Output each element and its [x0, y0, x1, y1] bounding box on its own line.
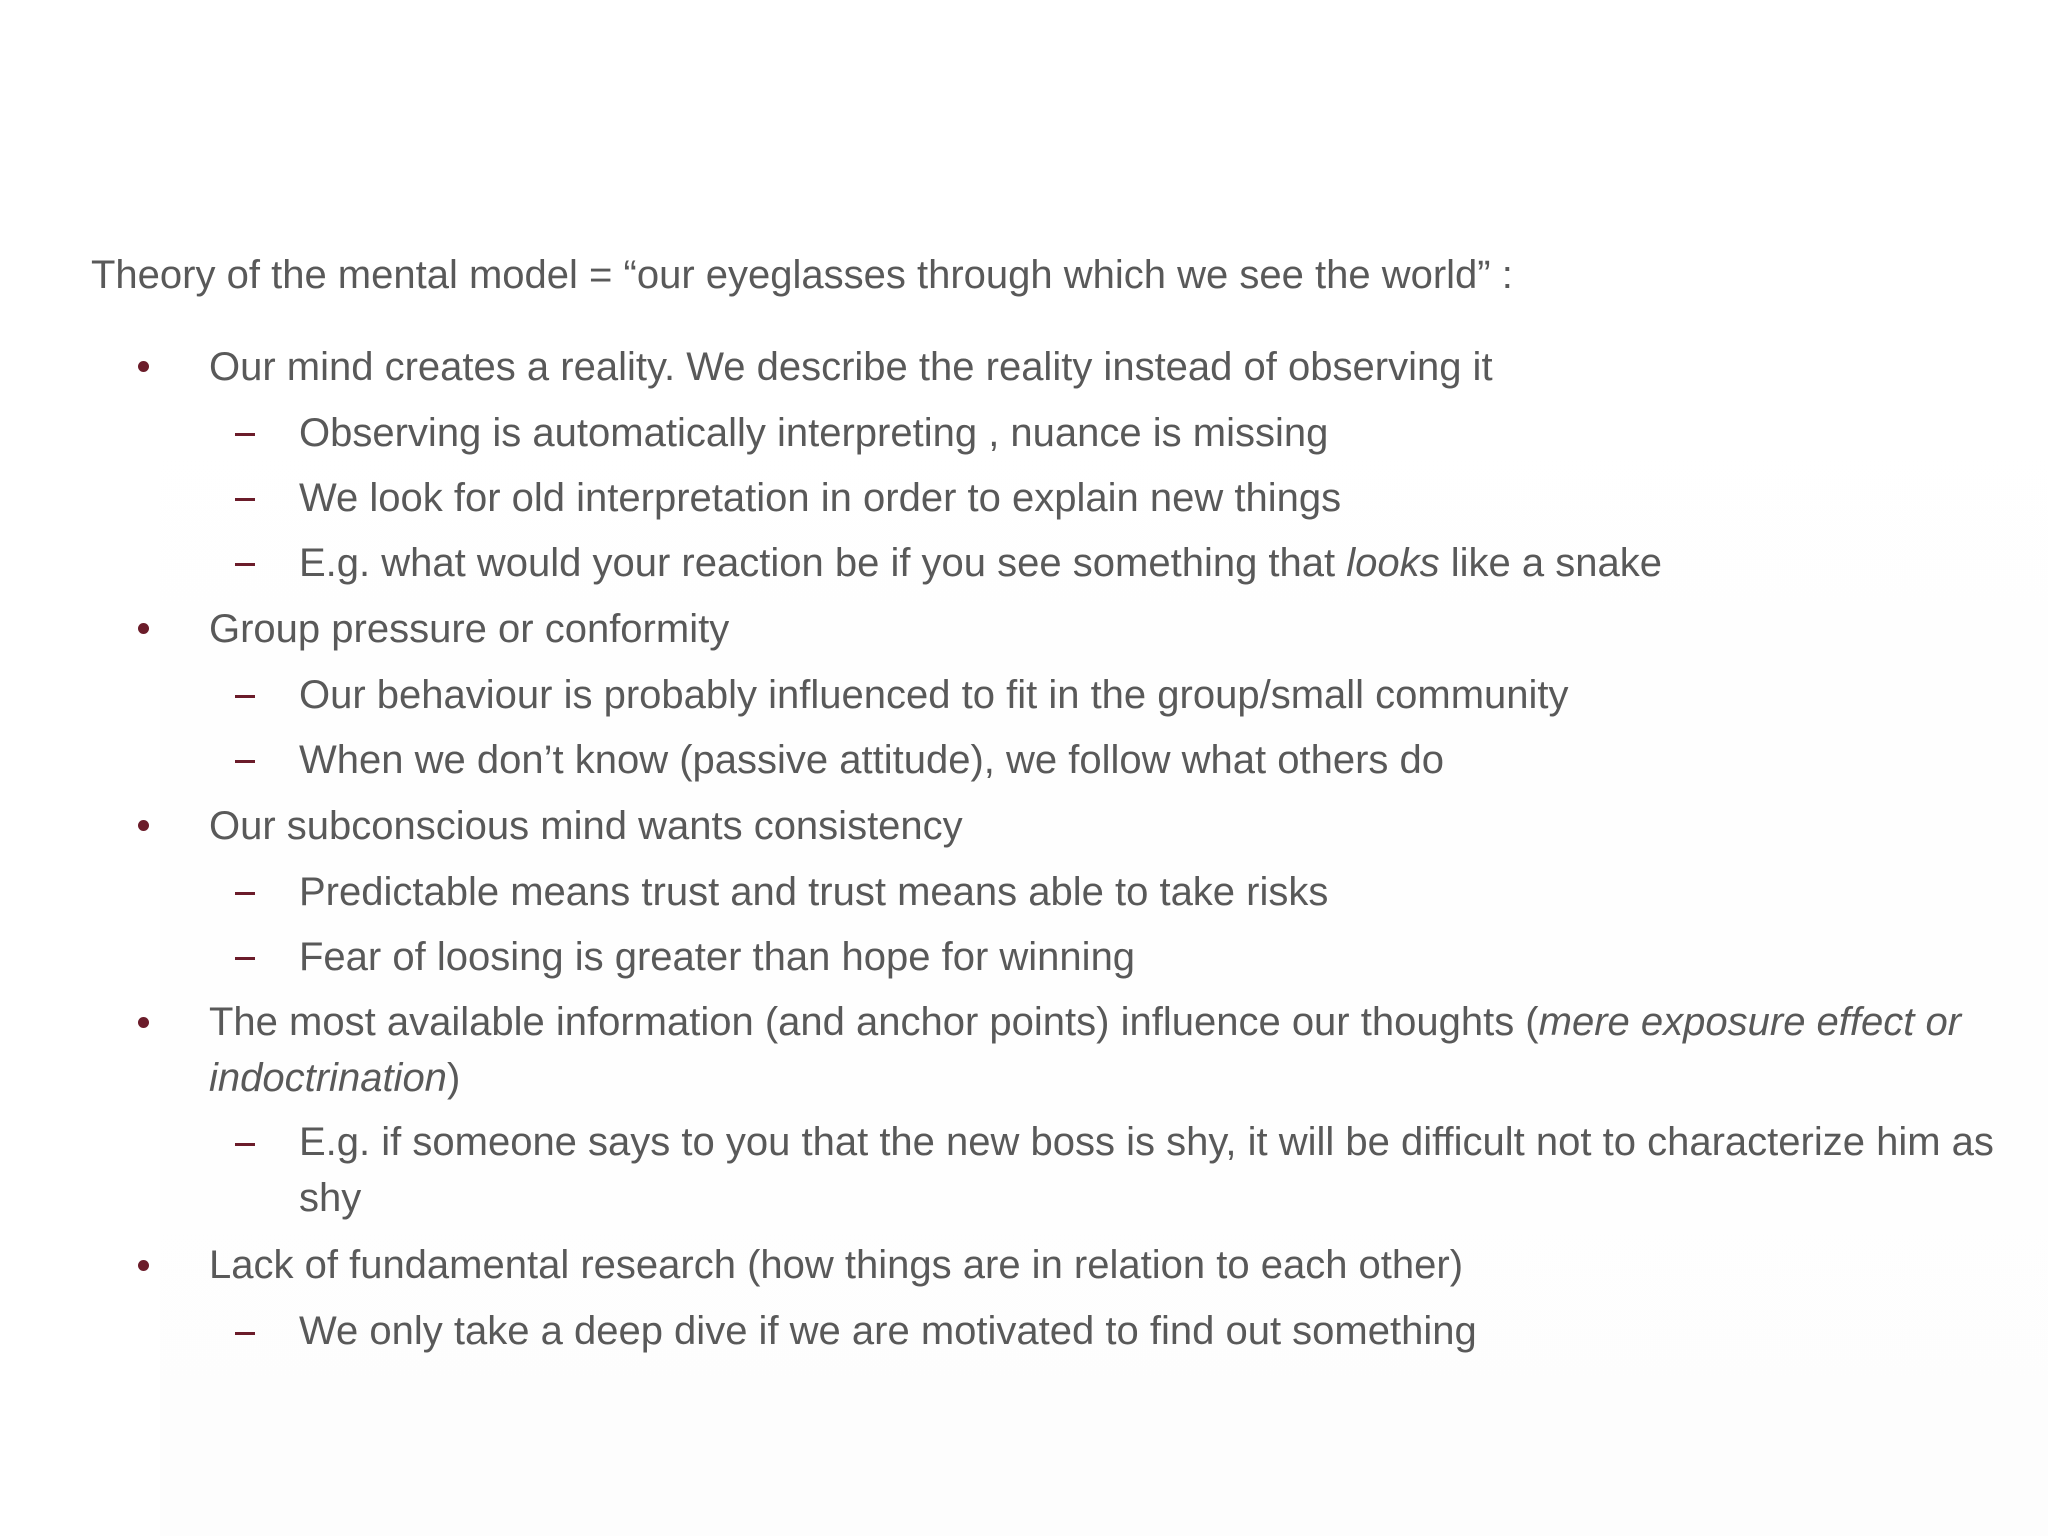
- dash-icon: [235, 1143, 255, 1146]
- dash-icon: [235, 563, 255, 566]
- dash-icon: [235, 892, 255, 895]
- bullet-icon: [138, 820, 149, 831]
- sub-list-item: Our behaviour is probably influenced to fit in the group/small community: [299, 673, 1569, 717]
- italic-text-run: looks: [1346, 541, 1440, 585]
- sub-list-item: Observing is automatically interpreting , nuance is missing: [299, 411, 1329, 455]
- list-item: Our subconscious mind wants consistency: [209, 804, 963, 848]
- sub-list-item: [299, 535, 1999, 591]
- list-item: [209, 994, 2009, 1106]
- text-run: The most available information (and anchor points) influence our thoughts (: [209, 1000, 1539, 1044]
- list-item: Our mind creates a reality. We describe the reality instead of observing it: [209, 345, 1493, 389]
- dash-icon: [235, 433, 255, 436]
- bullet-icon: [138, 1017, 149, 1028]
- bullet-icon: [138, 361, 149, 372]
- dash-icon: [235, 957, 255, 960]
- dash-icon: [235, 498, 255, 501]
- sub-list-item: We look for old interpretation in order to explain new things: [299, 476, 1342, 520]
- sub-list-item: E.g. if someone says to you that the new boss is shy, it will be difficult not to characterize him as shy: [299, 1120, 1994, 1220]
- dash-icon: [235, 1332, 255, 1335]
- sub-list-item: We only take a deep dive if we are motivated to find out something: [299, 1309, 1477, 1353]
- sub-list-item: When we don’t know (passive attitude), we follow what others do: [299, 738, 1445, 782]
- text-run: like a snake: [1439, 541, 1662, 585]
- text-run: E.g. what would your reaction be if you see something that: [299, 541, 1347, 585]
- slide-title: Theory of the mental model = “our eyeglasses through which we see the world” :: [91, 253, 1513, 297]
- text-run: ): [446, 1056, 461, 1100]
- list-item: Group pressure or conformity: [209, 607, 730, 651]
- bullet-icon: [138, 1260, 149, 1271]
- list-item: Lack of fundamental research (how things are in relation to each other): [209, 1243, 1464, 1287]
- sub-list-item: Fear of loosing is greater than hope for winning: [299, 935, 1136, 979]
- italic-text-run: mere exposure effect or indoctrination: [209, 1000, 1962, 1100]
- dash-icon: [235, 760, 255, 763]
- bullet-icon: [138, 623, 149, 634]
- dash-icon: [235, 695, 255, 698]
- sub-list-item: Predictable means trust and trust means able to take risks: [299, 870, 1329, 914]
